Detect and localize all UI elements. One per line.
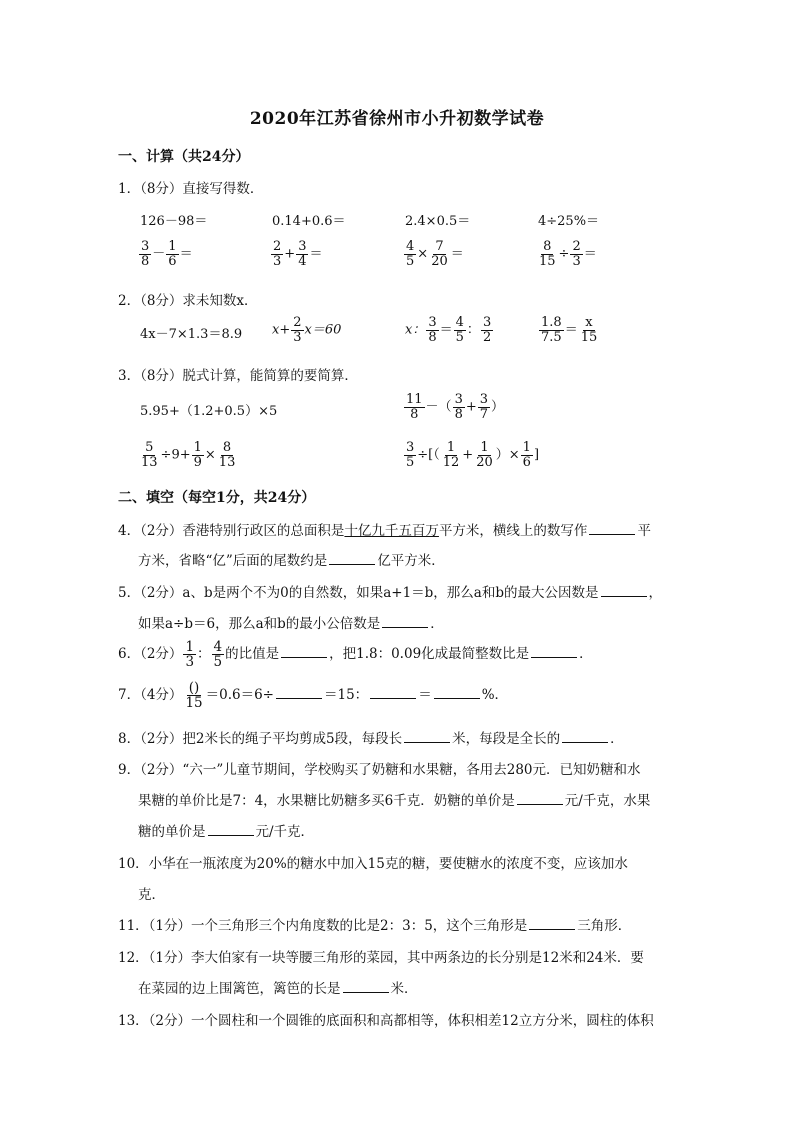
question-10-line-2: 克． [138,887,165,903]
section-1-heading: 一、计算（共24分） [118,149,250,165]
question-2-label: 2．（8分）求未知数x． [118,293,258,309]
answer-blank[interactable] [329,553,375,565]
q3-expression-3: $\frac{5}{13}$ ÷9+ $\frac{1}{9}$ × $\frac{8}{13}$ [141,440,236,470]
question-9-line-3: 糖的单价是 元/千克． [138,824,315,840]
answer-blank[interactable] [517,793,563,805]
question-3-label: 3．（8分）脱式计算，能简算的要简算． [118,368,358,384]
question-5-line-1: 5．（2分）a、b是两个不为0的自然数，如果a+1＝b，那么a和b的最大公因数是 ， [118,585,662,601]
question-1-label: 1．（8分）直接写得数． [118,181,264,197]
q2-equation-1: 4x－7×1.3＝8.9 [140,327,243,342]
answer-blank[interactable] [589,523,635,535]
q2-equation-4: $\frac{1.8}{7.5}$ ＝ $\frac{x}{15}$ [541,315,598,345]
answer-blank[interactable] [601,585,647,597]
q2-equation-2: x+ $\frac{2}{3}$ x＝60 [272,315,342,345]
q1-item-6: $\frac{2}{3}$ + $\frac{3}{4}$ ＝ [273,239,323,269]
q2-equation-3: x： $\frac{3}{8}$ ＝ $\frac{4}{5}$ ： $\frac{3}{2}$ [405,315,492,345]
answer-blank[interactable] [562,731,608,743]
q1-item-7: $\frac{4}{5}$ × $\frac{7}{20}$ ＝ [406,239,464,269]
underlined-number: 十亿九千五百万 [344,523,439,539]
answer-blank[interactable] [382,616,428,628]
question-10-line-1: 10．小华在一瓶浓度为20%的糖水中加入15克的糖，要使糖水的浓度不变，应该加水 [118,856,628,872]
answer-blank[interactable] [281,646,327,658]
answer-blank[interactable] [276,687,322,699]
question-6: 6．（2分） $\frac{1}{3}$ ： $\frac{4}{5}$ 的比值是 ，把1.8：0.09化成最简整数比是 ． [118,639,593,671]
q3-expression-2: $\frac{11}{8}$ －（ $\frac{3}{8}$ + $\frac{3}{7}$ ） [406,392,505,422]
page-title: 2020年江苏省徐州市小升初数学试卷 [249,109,545,129]
question-5-line-2: 如果a÷b＝6，那么a和b的最小公倍数是 ． [138,616,444,632]
q1-item-2: 0.14+0.6＝ [272,214,346,229]
q1-item-8: $\frac{8}{15}$ ÷ $\frac{2}{3}$ ＝ [539,239,597,269]
question-4-line-1: 4．（2分）香港特别行政区的总面积是十亿九千五百万平方米，横线上的数写作 平 [118,523,651,539]
q3-expression-4: $\frac{3}{5}$ ÷[（ $\frac{1}{12}$ + $\frac{1}{20}$ ）× $\frac{1}{6}$ ] [406,440,540,470]
question-8: 8．（2分）把2米长的绳子平均剪成5段，每段长 米，每段是全长的 ． [118,731,624,747]
answer-blank[interactable] [370,687,416,699]
answer-blank[interactable] [434,687,480,699]
answer-blank[interactable] [404,731,450,743]
answer-blank[interactable] [529,918,575,930]
question-11: 11．（1分）一个三角形三个内角度数的比是2：3：5，这个三角形是 三角形． [118,918,632,934]
answer-blank[interactable] [208,824,254,836]
q1-item-1: 126－98＝ [140,214,208,229]
question-12-line-2: 在菜园的边上围篱笆，篱笆的长是 米． [138,981,418,997]
answer-blank[interactable] [531,646,577,658]
question-13-line-1: 13．（2分）一个圆柱和一个圆锥的底面积和高都相等，体积相差12立方分米，圆柱的体积 [118,1013,654,1029]
q1-item-4: 4÷25%＝ [538,214,600,229]
question-4-line-2: 方米，省略“亿”后面的尾数约是 亿平方米． [138,553,445,569]
q3-expression-1: 5.95+（1.2+0.5）×5 [140,404,278,419]
q1-item-5: $\frac{3}{8}$ － $\frac{1}{6}$ ＝ [141,239,193,269]
question-9-line-2: 果糖的单价比是7：4，水果糖比奶糖多买6千克．奶糖的单价是 元/千克，水果 [138,793,651,809]
question-12-line-1: 12．（1分）李大伯家有一块等腰三角形的菜园，其中两条边的长分别是12米和24米．要 [118,950,644,966]
section-2-heading: 二、填空（每空1分，共24分） [118,490,316,506]
question-9-line-1: 9．（2分）“六一”儿童节期间，学校购买了奶糖和水果糖，各用去280元．已知奶糖和水 [118,762,641,778]
answer-blank[interactable] [343,981,389,993]
question-7: 7．（4分） $\frac{()}{15}$ ＝0.6＝6÷ ＝15： ＝ %． [118,680,509,712]
q1-item-3: 2.4×0.5＝ [405,214,471,229]
